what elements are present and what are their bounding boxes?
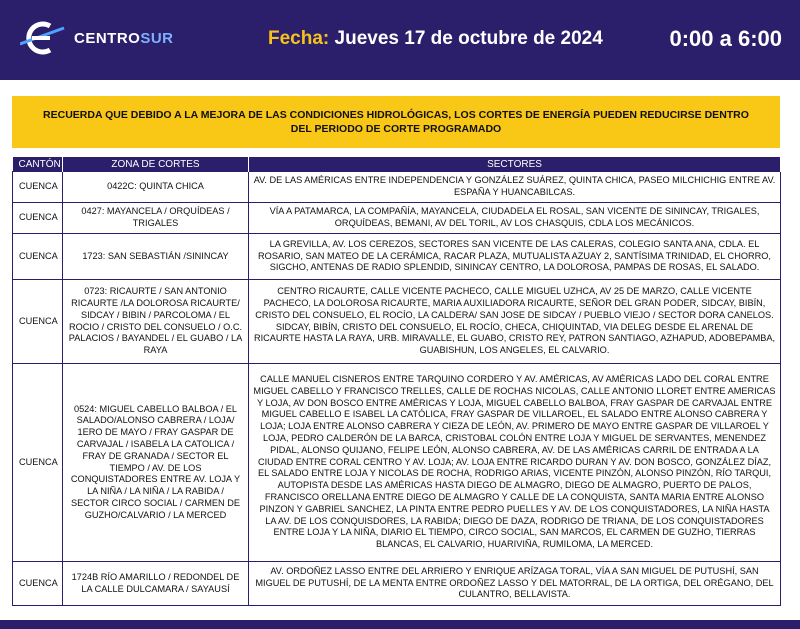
header-canton: CANTÓN (13, 157, 63, 172)
canton-cell: CUENCA (13, 562, 63, 606)
zona-cell: 0723: RICAURTE / SAN ANTONIO RICAURTE /LA DOLOROSA RICAURTE/ SIDCAY / BIBIN / PARCOLOMA / EL ROCIO / CRISTO DEL CONSUELO / O.C. PALACIOS / BAYANDEL / EL GUABO / LA RAYA (63, 280, 249, 364)
header-zona: ZONA DE CORTES (63, 157, 249, 172)
table-row (13, 234, 781, 280)
date-label: Fecha: (268, 28, 330, 49)
page-header (0, 0, 800, 80)
sectores-cell: CALLE MANUEL CISNEROS ENTRE TARQUINO CORDERO Y AV. AMÉRICAS, AV AMÉRICAS LADO DEL CORAL ENTRE MIGUEL CABELLO Y FRANCISCO TRELLES, CALLE DE ROCHAS NICOLAS, CALLE ANTONIO LLORET ENTRE AMERICAS Y LOJA, AV DON BOSCO ENTRE AMÉRICAS Y LOJA, MIGUEL CABELLO BALBOA, FRAY GASPAR DE CARVAJAL ENTRE MIGUEL CABELLO E ISABEL LA CATÓLICA, FRAY GASPAR DE VILLAROEL, EL SALADO ENTRE ALONSO CABRERA Y LOJA; LOJA ENTRE ALONSO CABRERA Y CIEZA DE LEÓN, AV. PRIMERO DE MAYO ENTRE GASPAR DE VILLAROEL Y LOJA, PEDRO CALDERÓN DE LA BARCA, CRISTOBAL COLÓN ENTRE LOJA Y MIGUEL DE SERVANTES, MENENDEZ PIDAL, ALONSO QUIJANO, FELIPE LEÓN, ALONSO CABRERA, AV. DE LAS AMÉRICAS CARRIL DE ENTRADA A LA CIUDAD ENTRE CORAL CENTRO Y AV. LOJA; AV. LOJA ENTRE RICARDO DURAN Y AV. DON BOSCO, GONZÁLEZ DÍAZ, EL SALADO ENTRE LOJA Y NICOLAS DE ROCHA, RODRIGO ARIAS, VICENTE PINZÓN, ALONSO PINZÓN, RÍO TARQUI, AUTOPISTA DESDE LAS AMÉRICAS HASTA DIEGO DE ALMAGRO, DIEGO DE ALMAGRO, PUERTO DE PALOS, FRANCISCO ORELLANA ENTRE DIEGO DE ALMAGRO Y CALLE DE LA CONQUISTA, SANTA MARIA ENTRE ALONSO PINZON Y GABRIEL SANCHEZ, LA PINTA ENTRE PEDRO PUELLES Y AV. DE LOS CONQUISTADORES, LA NIÑA HASTA LA AV. DE LOS CONQUISDORES, LA RABIDA; DIEGO DE DAZA, RODRIGO DE TRIANA, DE LOS CONQUISTADORES ENTRE LOJA Y LA NIÑA, DIARIO EL TIEMPO, CIRCO SOCIAL, SAN MARCOS, EL CARMEN DE GUZHO, TIERRAS BLANCAS, EL CALVARIO, HUARIVIÑA, RUMILOMA, LA MERCED. (249, 364, 781, 562)
zona-cell: 0524: MIGUEL CABELLO BALBOA / EL SALADO/ALONSO CABRERA / LOJA/ 1ERO DE MAYO / FRAY GASPAR DE CARVAJAL / ISABELA LA CATOLICA / FRAY DE GRANADA / SECTOR EL TIEMPO / AV. DE LOS CONQUISTADORES ENTRE AV. LOJA Y LA NIÑA / LA NIÑA / LA RABIDA / SECTOR CIRCO SOCIAL / CARMEN DE GUZHO/CALVARIO / LA MERCED (63, 364, 249, 562)
header-sectores: SECTORES (249, 157, 781, 172)
zona-cell: 0427: MAYANCELA / ORQUÍDEAS / TRIGALES (63, 203, 249, 234)
sectores-cell: LA GREVILLA, AV. LOS CEREZOS, SECTORES SAN VICENTE DE LAS CALERAS, COLEGIO SANTA ANA, CDLA. EL ROSARIO, SAN MATEO DE LA CERÁMICA, RACAR PLAZA, MUTUALISTA AZUAY 2, SANTÍSIMA TRINIDAD, EL CHORRO, SIGCHO, ANTENAS DE RADIO SPLENDID, SININCAY CENTRO, LA DOLOROSA, PAMPAS DE ROSAS, EL SALADO. (249, 234, 781, 280)
page-footer-bar (0, 620, 800, 629)
time-range: 0:00 a 6:00 (669, 26, 782, 51)
sectores-cell: VÍA A PATAMARCA, LA COMPAÑÍA, MAYANCELA, CIUDADELA EL ROSAL, SAN VICENTE DE SININCAY, TRIGALES, ORQUÍDEAS, BEMANI, AV DEL TORIL, AV LOS CHASQUIS, CDLA LOS MECÁNICOS. (249, 203, 781, 234)
canton-cell: CUENCA (13, 172, 63, 203)
outage-schedule-table (12, 157, 781, 606)
logo-wordmark: CENTROSUR (74, 29, 174, 47)
table-row (13, 562, 781, 606)
zona-cell: 0422C: QUINTA CHICA (63, 172, 249, 203)
date-value: Jueves 17 de octubre de 2024 (334, 28, 603, 49)
canton-cell: CUENCA (13, 280, 63, 364)
zona-cell: 1724B RÍO AMARILLO / REDONDEL DE LA CALLE DULCAMARA / SAYAUSÍ (63, 562, 249, 606)
sectores-cell: AV. DE LAS AMÉRICAS ENTRE INDEPENDENCIA Y GONZÁLEZ SUÁREZ, QUINTA CHICA, PASEO MILCHICHIG ENTRE AV. ESPAÑA Y HUANCABILCAS. (249, 172, 781, 203)
zona-cell: 1723: SAN SEBASTIÁN /SININCAY (63, 234, 249, 280)
table-row (13, 172, 781, 203)
date-display (268, 28, 603, 50)
canton-cell: CUENCA (13, 234, 63, 280)
sectores-cell: AV. ORDOÑEZ LASSO ENTRE DEL ARRIERO Y ENRIQUE ARÍZAGA TORAL, VÍA A SAN MIGUEL DE PUTUSHÍ, SAN MIGUEL DE PUTUSHÍ, DE LA MENTA ENTRE ORDOÑEZ LASSO Y DEL MATORRAL, DE LA ORTIGA, DEL ORÉGANO, DEL CULANTRO, BELLAVISTA. (249, 562, 781, 606)
canton-cell: CUENCA (13, 364, 63, 562)
table-header-row (13, 157, 781, 172)
sectores-cell: CENTRO RICAURTE, CALLE VICENTE PACHECO, CALLE MIGUEL UZHCA, AV 25 DE MARZO, CALLE VICENTE PACHECO, LA DOLOROSA RICAURTE, MARIA AUXILIADORA RICAURTE, SEÑOR DEL GRAN PODER, SIDCAY, BIBÍN, CRISTO DEL CONSUELO, EL ROCÍO, LA CALDERA/ SAN JOSE DE SIDCAY / PUEBLO VIEJO / SECTOR DORA CANELOS. SIDCAY, BIBÍN, CRISTO DEL CONSUELO, EL ROCÍO, CHECA, CHIQUINTAD, VIA DELEG DESDE EL ARENAL DE RICAURTE HASTA LA RAYA, URB. MIRAVALLE, EL GUABO, CRISTO REY, PATRON SANTIAGO, AZHAPUD, ADOBEPAMBA, GUABISHUN, LOS ANGELES, EL CALVARIO. (249, 280, 781, 364)
table-row (13, 280, 781, 364)
table-row (13, 203, 781, 234)
notice-banner: RECUERDA QUE DEBIDO A LA MEJORA DE LAS CONDICIONES HIDROLÓGICAS, LOS CORTES DE ENERGÍA PUEDEN REDUCIRSE DENTRO DEL PERIODO DE CORTE PROGRAMADO (12, 96, 780, 148)
centrosur-logo (20, 20, 174, 56)
table-row (13, 364, 781, 562)
centrosur-logo-icon (20, 20, 66, 56)
canton-cell: CUENCA (13, 203, 63, 234)
